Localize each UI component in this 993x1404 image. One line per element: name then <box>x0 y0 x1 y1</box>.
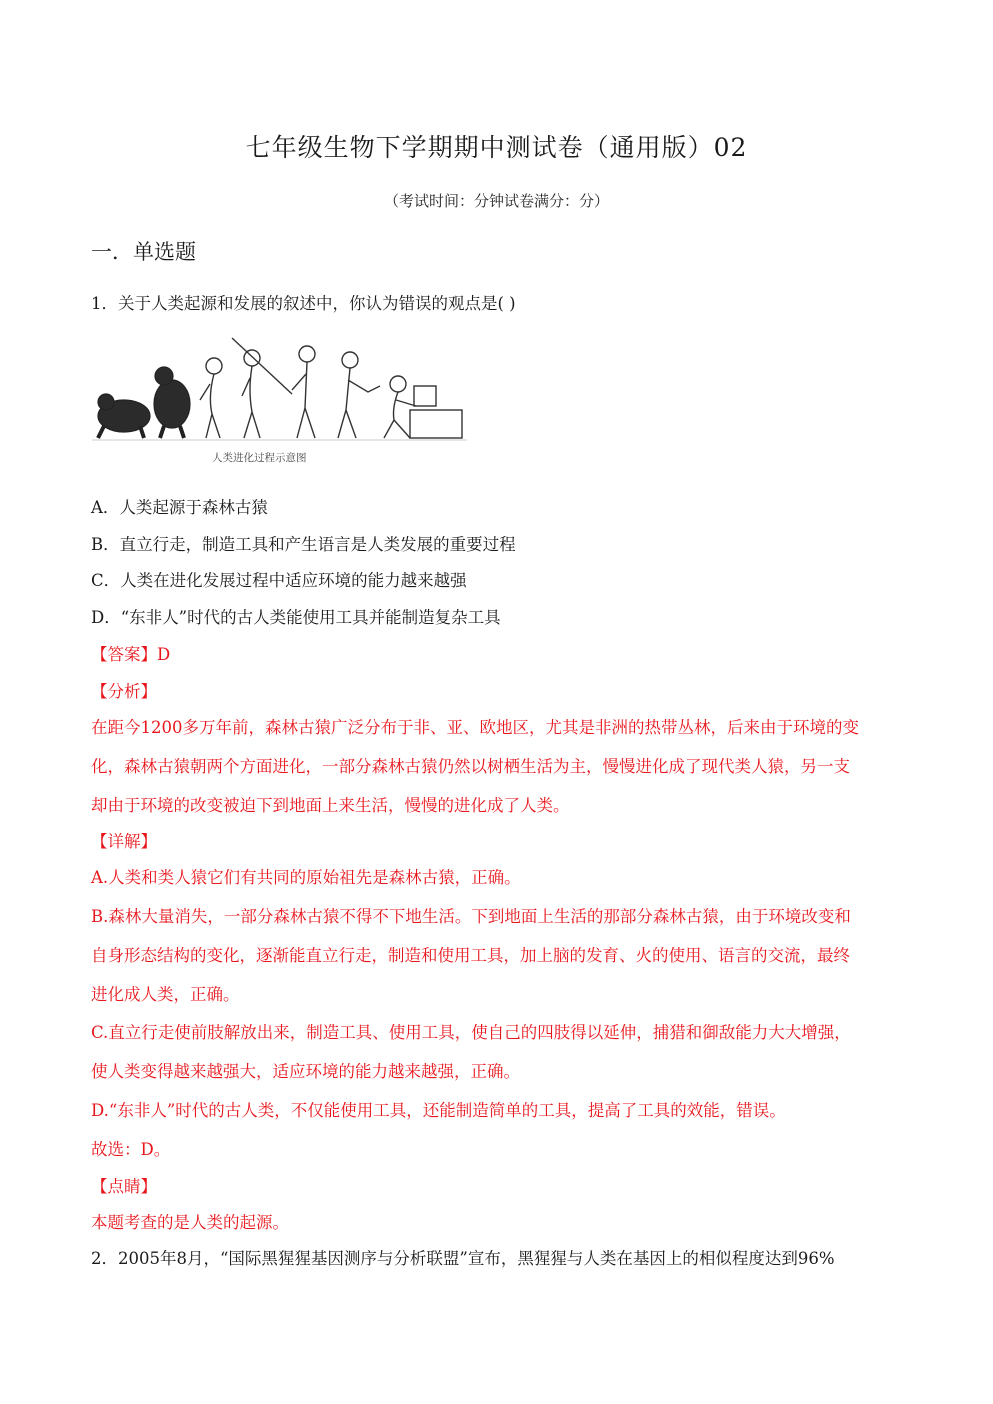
page-title: 七年级生物下学期期中测试卷（通用版）02 <box>245 133 748 162</box>
evolution-figure <box>92 334 467 470</box>
question-1-stem: 1．关于人类起源和发展的叙述中，你认为错误的观点是( ) <box>91 294 516 313</box>
point-label: 【点睛】 <box>91 1177 157 1196</box>
detail-line: 进化成人类，正确。 <box>91 985 240 1004</box>
exam-info: （考试时间：分钟试卷满分：分） <box>383 192 609 210</box>
detail-line: D.“东非人”时代的古人类，不仅能使用工具，还能制造简单的工具，提高了工具的效能，错误。 <box>91 1101 786 1120</box>
detail-line: B.森林大量消失，一部分森林古猿不得不下地生活。下到地面上生活的那部分森林古猿，由于环境改变和 <box>91 907 851 926</box>
point-text: 本题考查的是人类的起源。 <box>91 1213 289 1232</box>
detail-line: 使人类变得越来越强大，适应环境的能力越来越强，正确。 <box>91 1062 520 1081</box>
option-d: D．“东非人”时代的古人类能使用工具并能制造复杂工具 <box>91 608 501 627</box>
answer-label: 【答案】 <box>91 645 157 664</box>
analysis-line: 化，森林古猿朝两个方面进化，一部分森林古猿仍然以树栖生活为主，慢慢进化成了现代类人猿，另一支 <box>91 757 850 776</box>
analysis-line: 却由于环境的改变被迫下到地面上来生活，慢慢的进化成了人类。 <box>91 796 570 815</box>
figure-caption: 人类进化过程示意图 <box>212 452 307 464</box>
detail-line: 自身形态结构的变化，逐渐能直立行走，制造和使用工具，加上脑的发育、火的使用、语言的交流，最终 <box>91 946 850 965</box>
section-title: 一．单选题 <box>91 240 196 264</box>
detail-line: C.直立行走使前肢解放出来，制造工具、使用工具，使自己的四肢得以延伸，捕猎和御敌能力大大增强， <box>91 1023 851 1042</box>
detail-label: 【详解】 <box>91 832 157 851</box>
answer-value: D <box>157 645 171 664</box>
analysis-label: 【分析】 <box>91 682 157 701</box>
question-2-stem: 2．2005年8月，“国际黑猩猩基因测序与分析联盟”宣布，黑猩猩与人类在基因上的相似程度达到96% <box>91 1249 835 1268</box>
answer-line <box>91 641 170 665</box>
option-c: C．人类在进化发展过程中适应环境的能力越来越强 <box>91 571 467 590</box>
analysis-line: 在距今1200多万年前，森林古猿广泛分布于非、亚、欧地区，尤其是非洲的热带丛林，后来由于环境的变 <box>91 718 859 737</box>
detail-line: 故选：D。 <box>91 1140 171 1159</box>
option-a: A．人类起源于森林古猿 <box>91 498 268 517</box>
detail-line: A.人类和类人猿它们有共同的原始祖先是森林古猿，正确。 <box>91 868 521 887</box>
option-b: B．直立行走，制造工具和产生语言是人类发展的重要过程 <box>91 535 516 554</box>
